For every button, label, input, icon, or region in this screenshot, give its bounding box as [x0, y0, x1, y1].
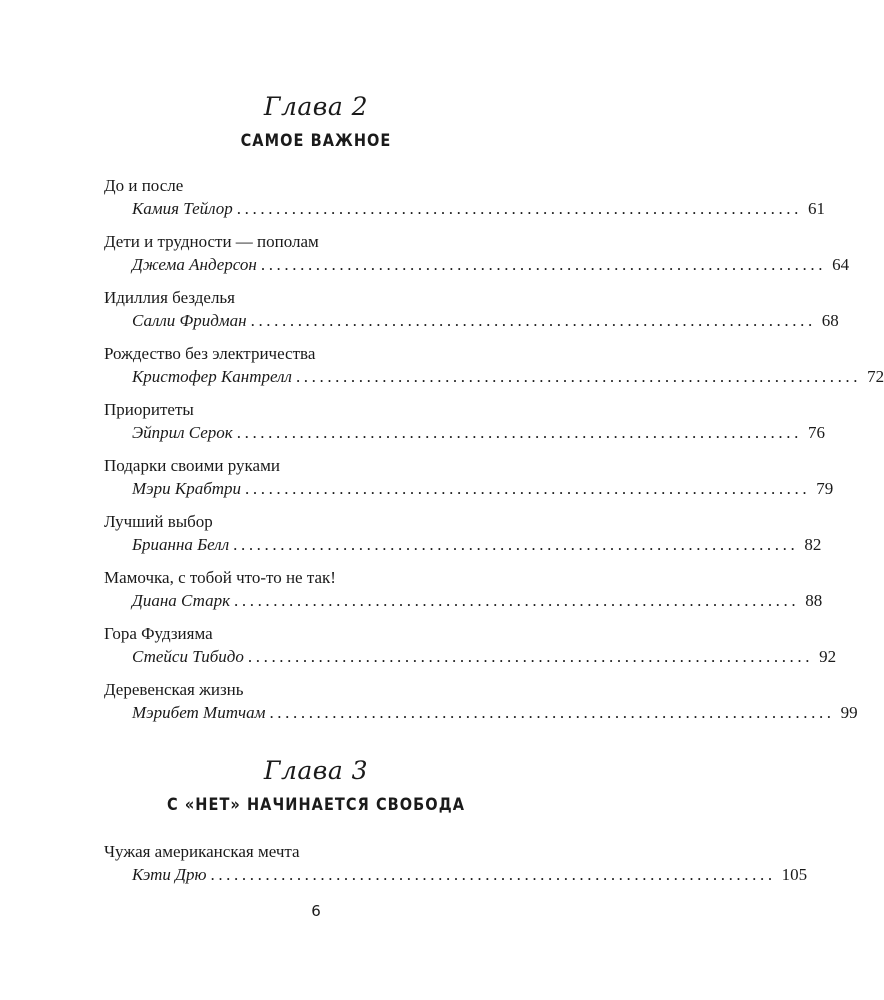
entry-title: Мамочка, с тобой что-то не так! [104, 568, 336, 587]
dot-leader: ........................................................................ [236, 423, 802, 442]
dot-leader: ........................................................................ [245, 479, 811, 498]
entry-title: Лучший выбор [104, 512, 213, 531]
toc-entry [104, 624, 837, 668]
entry-page: 76 [807, 423, 825, 442]
entry-page: 88 [805, 591, 823, 610]
entry-title: Дети и трудности — пополам [104, 232, 319, 251]
entry-author: Диана Старк [132, 591, 231, 610]
entry-author: Эйприл Серок [132, 423, 233, 442]
entry-title: Деревенская жизнь [104, 680, 244, 699]
entry-page: 64 [832, 255, 850, 274]
entry-title: Приоритеты [104, 400, 194, 419]
dot-leader: ........................................................................ [260, 255, 827, 274]
dot-leader: ........................................................................ [210, 865, 776, 884]
entry-page: 79 [816, 479, 834, 498]
toc-entry [104, 842, 808, 886]
chapter-3-title: Глава 3 [263, 756, 369, 785]
entry-page: 68 [821, 311, 839, 330]
entry-author: Стейси Тибидо [132, 647, 244, 666]
dot-leader: ........................................................................ [247, 647, 814, 666]
toc-entry [104, 512, 822, 556]
entry-title: Подарки своими руками [104, 456, 280, 475]
entry-author: Джема Андерсон [132, 255, 257, 274]
toc-entry [104, 400, 825, 444]
entry-title: Гора Фудзияма [104, 624, 213, 643]
entry-author: Камия Тейлор [132, 199, 233, 218]
toc-entry [104, 456, 834, 500]
toc-entry [104, 344, 884, 388]
entry-author: Брианна Белл [132, 535, 230, 554]
dot-leader: ........................................................................ [269, 703, 835, 722]
entry-author: Мэри Крабтри [132, 479, 242, 498]
entry-title: Чужая американская мечта [104, 842, 300, 861]
toc-entry [104, 176, 825, 220]
entry-page: 99 [840, 703, 858, 722]
entry-author: Мэрибет Митчам [132, 703, 266, 722]
toc-entry [104, 232, 850, 276]
entry-title: Идиллия безделья [104, 288, 235, 307]
page-number: 6 [311, 902, 321, 920]
chapter-2-subtitle: САМОЕ ВАЖНОЕ [240, 131, 392, 150]
entry-page: 105 [781, 865, 808, 884]
toc-entry [104, 568, 823, 612]
entry-page: 61 [808, 199, 825, 218]
toc-entry [104, 288, 839, 332]
toc-entry [104, 680, 858, 724]
entry-author: Кристофер Кантрелл [132, 367, 292, 386]
entry-page: 82 [804, 535, 822, 554]
entry-title: До и после [104, 176, 184, 195]
entry-author: Салли Фридман [132, 311, 247, 330]
dot-leader: ........................................................................ [234, 591, 800, 610]
dot-leader: ........................................................................ [236, 199, 802, 218]
dot-leader: ........................................................................ [233, 535, 799, 554]
dot-leader: ........................................................................ [295, 367, 862, 386]
dot-leader: ........................................................................ [250, 311, 816, 330]
chapter-3-subtitle: С «НЕТ» НАЧИНАЕТСЯ СВОБОДА [167, 795, 465, 814]
entry-page: 72 [867, 367, 884, 386]
entry-page: 92 [819, 647, 837, 666]
chapter-2-title: Глава 2 [263, 92, 369, 121]
entry-title: Рождество без электричества [104, 344, 316, 363]
entry-author: Кэти Дрю [132, 865, 207, 884]
